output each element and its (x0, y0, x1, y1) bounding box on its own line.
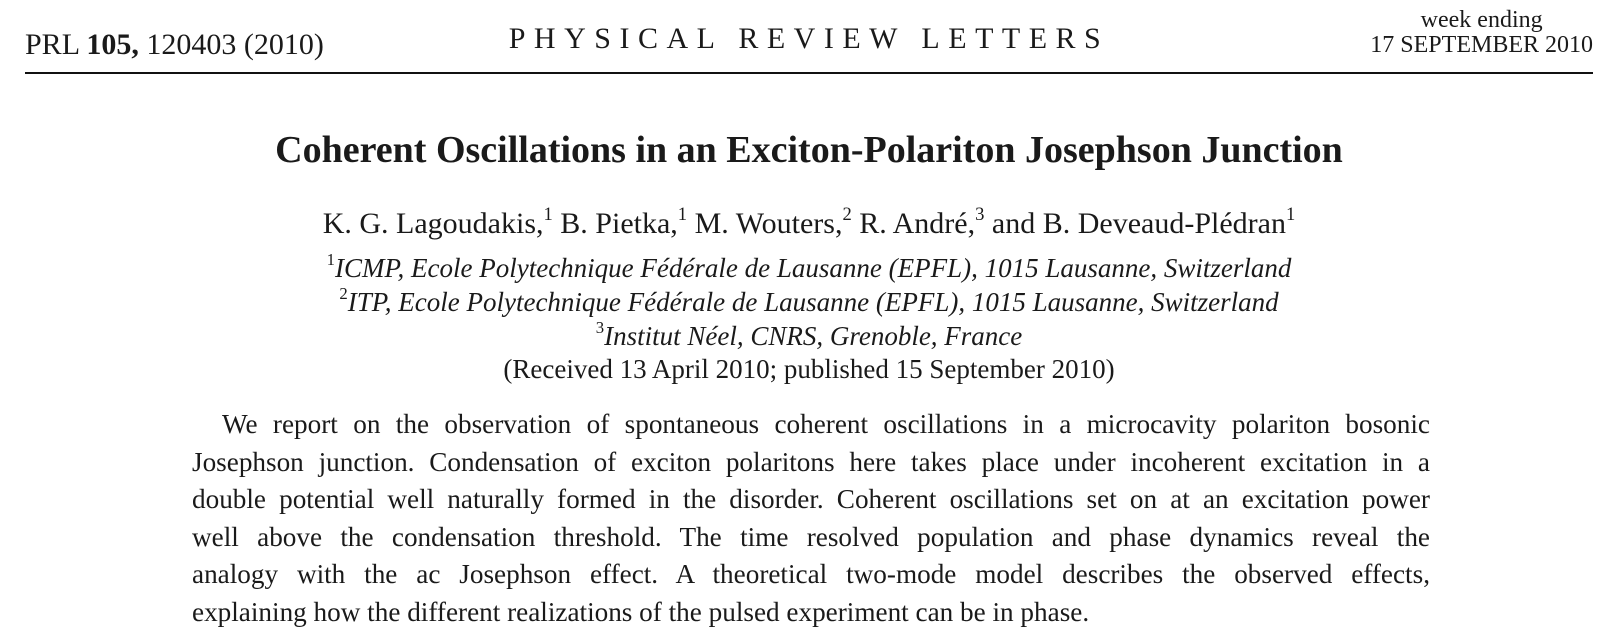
abstract-line: explaining how the different realizations of the pulsed experiment can be in phase. (192, 596, 1090, 627)
author-affiliation-mark: 2 (842, 203, 852, 225)
author: M. Wouters, (694, 207, 843, 240)
author-connector: and (991, 207, 1036, 240)
author-list (0, 203, 1618, 242)
week-ending-label: week ending (1420, 7, 1543, 33)
affiliation-number: 3 (595, 318, 605, 337)
author: B. Deveaud-Plédran (1042, 207, 1286, 240)
week-ending (1370, 8, 1593, 58)
author-affiliation-mark: 3 (975, 203, 985, 225)
affiliation (0, 286, 1618, 318)
week-ending-date: 17 SEPTEMBER 2010 (1370, 32, 1593, 58)
abstract-line: analogy with the ac Josephson effect. A theoretical two-mode model describes the observed effects, (192, 559, 1430, 589)
affiliation-number: 1 (326, 250, 336, 269)
journal-abbrev: PRL (25, 28, 79, 61)
journal-header (25, 0, 1593, 74)
journal-name: PHYSICAL REVIEW LETTERS (508, 22, 1110, 55)
abstract (192, 406, 1430, 631)
abstract-line: double potential well naturally formed in the disorder. Coherent oscillations set on at an excitation power (192, 484, 1430, 514)
article-number-year: 120403 (2010) (146, 28, 324, 61)
affiliation (0, 320, 1618, 352)
author: K. G. Lagoudakis, (322, 207, 544, 240)
author-affiliation-mark: 1 (543, 203, 553, 225)
author: R. André, (859, 207, 976, 240)
volume: 105, (86, 28, 139, 61)
abstract-line: We report on the observation of spontaneous coherent oscillations in a microcavity polariton bosonic (222, 409, 1430, 439)
affiliation-text: Institut Néel, CNRS, Grenoble, France (604, 321, 1023, 351)
author: B. Pietka, (560, 207, 678, 240)
received-published-dates: (Received 13 April 2010; published 15 September 2010) (503, 354, 1115, 384)
affiliation-text: ITP, Ecole Polytechnique Fédérale de Lausanne (EPFL), 1015 Lausanne, Switzerland (347, 287, 1279, 317)
author-affiliation-mark: 1 (677, 203, 688, 225)
article-title: Coherent Oscillations in an Exciton-Polariton Josephson Junction (275, 129, 1343, 171)
affiliation (0, 252, 1618, 284)
author-affiliation-mark: 1 (1285, 203, 1296, 225)
abstract-line: well above the condensation threshold. The time resolved population and phase dynamics reveal the (192, 521, 1430, 552)
affiliation-number: 2 (339, 284, 348, 303)
abstract-line: Josephson junction. Condensation of exciton polaritons here takes place under incoherent excitation in a (192, 446, 1430, 477)
affiliation-text: ICMP, Ecole Polytechnique Fédérale de Lausanne (EPFL), 1015 Lausanne, Switzerland (335, 253, 1292, 283)
